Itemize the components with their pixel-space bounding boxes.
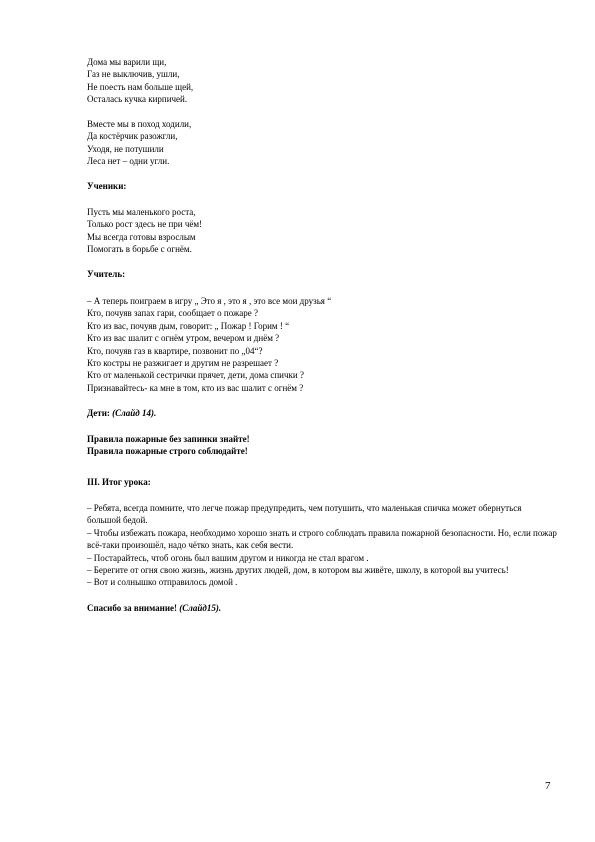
- teacher-label: [87, 268, 557, 280]
- summary-heading: [87, 476, 557, 488]
- game-line: – А теперь поиграем в игру „ Это я , это я , это все мои друзья “: [87, 296, 332, 306]
- summary-line: – Чтобы избежать пожара, необходимо хорошо знать и строго соблюдать правила пожарной безопасности. Но, если пожар всё-таки произошёл, надо чётко знать, как себя вести.: [87, 527, 557, 551]
- thanks-line: [87, 602, 557, 614]
- fire-rules: [87, 433, 557, 458]
- children-slide-ref: (Слайд 14).: [112, 408, 157, 418]
- poem-line: Помогать в борьбе с огнём.: [87, 244, 192, 255]
- poem-line: Уходя, не потушили: [87, 143, 164, 154]
- rule-line: Правила пожарные без запинки знайте!: [87, 434, 250, 444]
- summary-line: – Постарайтесь, чтоб огонь был вашим другом и никогда не стал врагом .: [87, 552, 369, 563]
- game-line: Кто костры не разжигает и другим не разрешает ?: [87, 358, 279, 369]
- game-line: Кто, почуяв газ в квартире, позвонит по „04“?: [87, 345, 263, 356]
- poem-line: Не поесть нам больше щей,: [87, 81, 194, 92]
- poem-line: Мы всегда готовы взрослым: [87, 231, 196, 242]
- page-number: 7: [545, 780, 551, 792]
- poem-stanza-2: [87, 118, 557, 168]
- poem-line: Дома мы варили щи,: [87, 57, 167, 67]
- poem-line: Да костёрчик разожгли,: [87, 131, 178, 142]
- summary-paragraphs: [87, 502, 557, 589]
- poem-line: Вместе мы в поход ходили,: [87, 119, 192, 129]
- rule-line: Правила пожарные строго соблюдайте!: [87, 446, 248, 457]
- children-label: [87, 407, 557, 419]
- game-line: Кто, почуяв запах гари, сообщает о пожаре ?: [87, 308, 258, 319]
- poem-line: Пусть мы маленького роста,: [87, 207, 196, 217]
- game-line: Кто от маленькой сестрички прячет, дети, дома спички ?: [87, 370, 304, 381]
- summary-heading-text: III. Итог урока:: [87, 477, 151, 487]
- teacher-label-text: Учитель:: [87, 269, 126, 279]
- poem-line: Газ не выключив, ушли,: [87, 69, 180, 80]
- game-questions: [87, 295, 557, 394]
- poem-stanza-1: [87, 56, 557, 106]
- thanks-text: Спасибо за внимание!: [87, 603, 178, 613]
- summary-line: – Вот и солнышко отправилось домой .: [87, 577, 238, 588]
- poem-line: Леса нет – одни угли.: [87, 156, 170, 167]
- thanks-slide-ref: (Слайд15).: [179, 603, 222, 613]
- children-label-text: Дети:: [87, 408, 110, 418]
- poem-line: Только рост здесь не при чём!: [87, 219, 203, 230]
- game-line: Кто из вас шалит с огнём утром, вечером и днём ?: [87, 333, 280, 344]
- summary-line: – Ребята, всегда помните, что легче пожар предупредить, чем потушить, что маленькая спичка может обернуться большой бедой.: [87, 503, 522, 526]
- poem-stanza-3: [87, 206, 557, 256]
- game-line: Кто из вас, почуяв дым, говорит: „ Пожар ! Горим ! “: [87, 320, 290, 331]
- children-line: [87, 407, 557, 419]
- thanks-content: [87, 602, 557, 614]
- poem-line: Осталась кучка кирпичей.: [87, 94, 188, 105]
- students-label-text: Ученики:: [87, 181, 127, 191]
- students-label: [87, 180, 557, 192]
- summary-line: – Берегите от огня свою жизнь, жизнь других людей, дом, в котором вы живёте, школу, в которой вы учитесь!: [87, 565, 509, 576]
- game-line: Признавайтесь- ка мне в том, кто из вас шалит с огнём ?: [87, 382, 304, 393]
